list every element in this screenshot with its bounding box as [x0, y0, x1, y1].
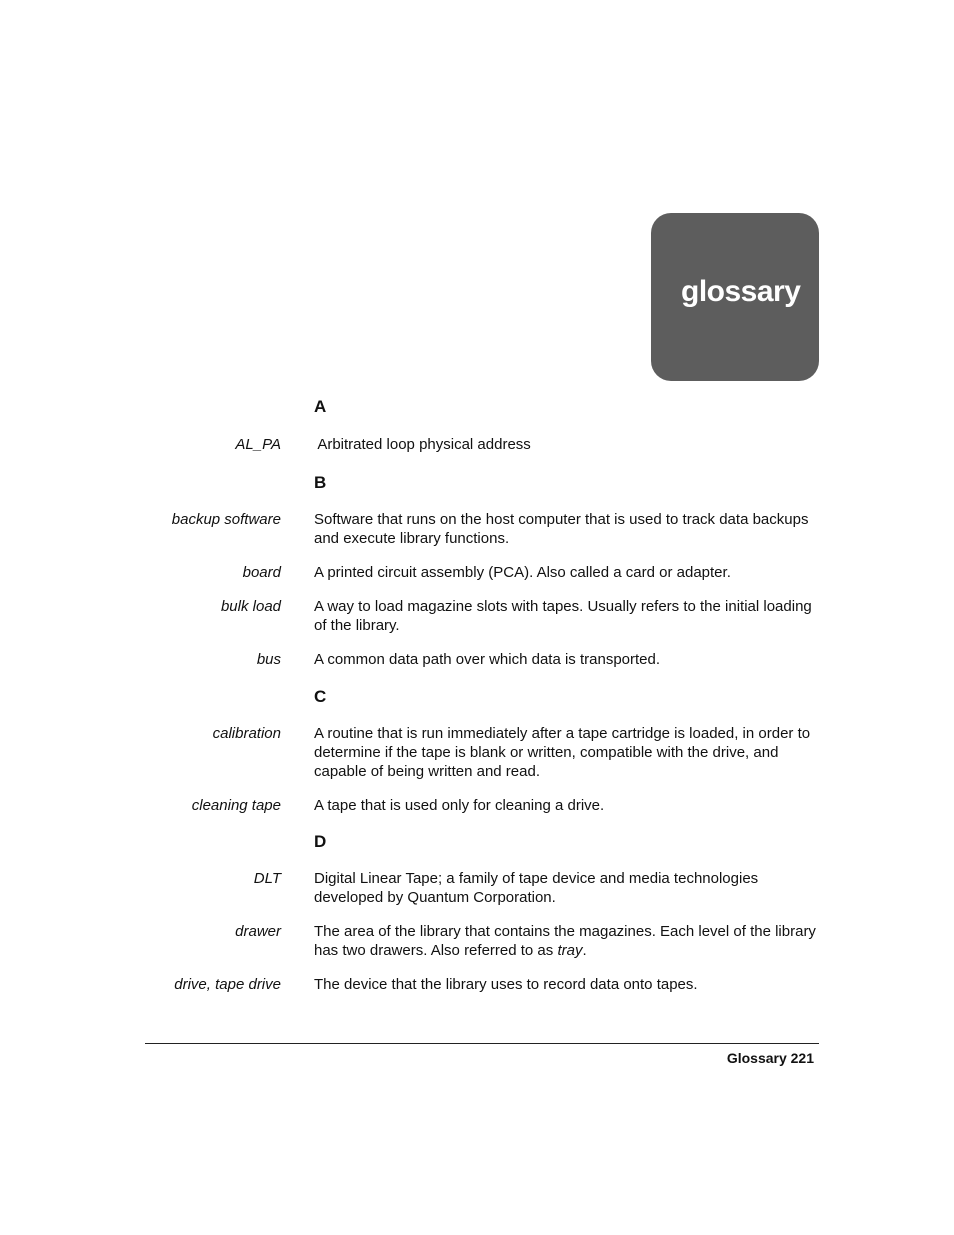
glossary-definition: Digital Linear Tape; a family of tape device and media technologies developed by Quantum Corporation. [314, 870, 759, 906]
glossary-term: backup software [171, 511, 281, 528]
glossary-definition: Software that runs on the host computer that is used to track data backups and execute library functions. [314, 511, 809, 547]
glossary-term: AL_PA [235, 436, 281, 453]
glossary-definition: A routine that is run immediately after a tape cartridge is loaded, in order to determine if the tape is blank or written, compatible with the drive, and capable of being written and read. [314, 725, 811, 780]
glossary-entry-bulk-load [0, 597, 954, 635]
chapter-title: glossary [681, 275, 801, 308]
glossary-term: drive, tape drive [174, 976, 281, 993]
glossary-term: calibration [212, 725, 281, 742]
footer-rule [145, 1043, 819, 1044]
definition-suffix: . [582, 942, 587, 959]
glossary-definition: Arbitrated loop physical address [314, 436, 531, 453]
glossary-entry-al-pa [0, 435, 954, 454]
glossary-term: bus [256, 651, 281, 668]
glossary-definition: A printed circuit assembly (PCA). Also called a card or adapter. [314, 564, 731, 581]
glossary-term: cleaning tape [191, 797, 281, 814]
glossary-definition: A tape that is used only for cleaning a drive. [314, 797, 605, 814]
glossary-entry-calibration [0, 724, 954, 781]
definition-text: The area of the library that contains the magazines. Each level of the library has two drawers. Also referred to as [314, 923, 816, 959]
section-letter-c: C [314, 687, 327, 706]
glossary-term: DLT [253, 870, 281, 887]
chapter-tab [651, 213, 819, 381]
glossary-term: bulk load [220, 598, 281, 615]
glossary-list [0, 396, 954, 994]
glossary-entry-drive-tape-drive [0, 975, 954, 994]
glossary-definition [314, 922, 819, 960]
section-letter-d: D [314, 832, 327, 851]
glossary-entry-drawer [0, 922, 954, 960]
glossary-entry-backup-software [0, 510, 954, 548]
glossary-entry-dlt [0, 869, 954, 907]
glossary-definition: The device that the library uses to record data onto tapes. [314, 976, 698, 993]
glossary-entry-cleaning-tape [0, 796, 954, 815]
definition-emphasis: tray [557, 942, 583, 959]
glossary-term: board [242, 564, 281, 581]
page-footer: Glossary 221 [726, 1050, 814, 1066]
section-letter-b: B [314, 473, 327, 492]
glossary-term: drawer [235, 923, 281, 940]
section-letter-a: A [314, 397, 327, 416]
glossary-entry-bus [0, 650, 954, 669]
glossary-definition: A way to load magazine slots with tapes. Usually refers to the initial loading of the library. [314, 598, 812, 634]
glossary-entry-board [0, 563, 954, 582]
glossary-definition: A common data path over which data is transported. [314, 651, 661, 668]
